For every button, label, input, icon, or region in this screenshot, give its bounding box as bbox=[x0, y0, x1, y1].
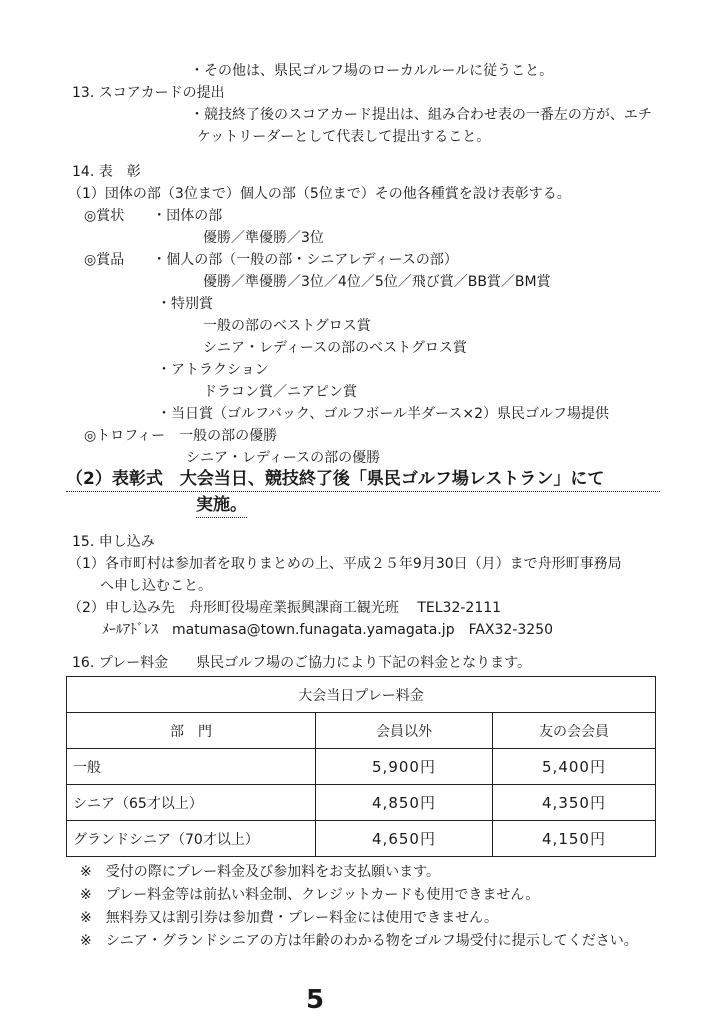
award-overview: （1）団体の部（3位まで）個人の部（5位まで）その他各種賞を設け表彰する。 bbox=[68, 186, 571, 202]
day-prize: ・当日賞（ゴルフバック、ゴルフボール半ダース×2）県民ゴルフ場提供 bbox=[157, 406, 609, 422]
header-non-member: 会員以外 bbox=[316, 713, 493, 749]
row-non-member-fee: 5,900円 bbox=[316, 749, 493, 785]
table-row bbox=[67, 749, 656, 785]
application-text-1: （1）各市町村は参加者を取りまとめの上、平成２５年9月30日（月）まで舟形町事務局 bbox=[68, 556, 622, 572]
special-prize-general: 一般の部のベストグロス賞 bbox=[203, 318, 371, 334]
table-header-row bbox=[67, 713, 656, 749]
note-senior-id: ※ シニア・グランドシニアの方は年齢のわかる物をゴルフ場受付に提示してください。 bbox=[80, 933, 638, 949]
application-contact: （2）申し込み先 舟形町役場産業振興課商工観光班 TEL32-2111 bbox=[68, 600, 502, 616]
section-13-heading: 13. スコアカードの提出 bbox=[72, 85, 225, 101]
trophy-general: ◎トロフィー 一般の部の優勝 bbox=[84, 428, 278, 444]
prize-item: ◎賞品 ・個人の部（一般の部・シニアレディースの部） bbox=[84, 252, 458, 268]
team-awards: 優勝／準優勝／3位 bbox=[203, 230, 324, 246]
special-prize-senior: シニア・レディースの部のベストグロス賞 bbox=[203, 340, 467, 356]
page-number: 5 bbox=[306, 985, 325, 1015]
ceremony-line-1: （2）表彰式 大会当日、競技終了後「県民ゴルフ場レストラン」にて bbox=[66, 470, 660, 492]
fee-table bbox=[66, 676, 656, 857]
rule-note: ・その他は、県民ゴルフ場のローカルルールに従うこと。 bbox=[190, 63, 554, 79]
application-text-2: へ申し込むこと。 bbox=[100, 578, 212, 594]
table-row bbox=[67, 821, 656, 857]
attraction-awards: ドラコン賞／ニアピン賞 bbox=[203, 384, 357, 400]
row-category: グランドシニア（70才以上） bbox=[67, 821, 316, 857]
table-title-row bbox=[67, 677, 656, 713]
note-payment: ※ 受付の際にプレー料金及び参加料をお支払願います。 bbox=[80, 864, 441, 880]
section-14-heading: 14. 表 彰 bbox=[72, 164, 141, 180]
row-member-fee: 4,150円 bbox=[493, 821, 656, 857]
individual-awards: 優勝／準優勝／3位／4位／5位／飛び賞／BB賞／BM賞 bbox=[203, 274, 551, 290]
row-member-fee: 5,400円 bbox=[493, 749, 656, 785]
note-coupons: ※ 無料券又は割引券は参加費・プレー料金には使用できません。 bbox=[80, 910, 499, 926]
attraction-item: ・アトラクション bbox=[157, 362, 269, 378]
trophy-senior: シニア・レディースの部の優勝 bbox=[186, 450, 381, 466]
header-category: 部 門 bbox=[67, 713, 316, 749]
special-prize: ・特別賞 bbox=[157, 296, 213, 312]
scorecard-text-2: ケットリーダーとして代表して提出すること。 bbox=[197, 129, 491, 145]
scorecard-text-1: ・競技終了後のスコアカード提出は、組み合わせ表の一番左の方が、エチ bbox=[190, 107, 652, 123]
row-category: シニア（65才以上） bbox=[67, 785, 316, 821]
row-non-member-fee: 4,850円 bbox=[316, 785, 493, 821]
certificate-item: ◎賞状 ・団体の部 bbox=[84, 208, 223, 224]
header-member: 友の会会員 bbox=[493, 713, 656, 749]
table-title: 大会当日プレー料金 bbox=[67, 677, 656, 713]
application-email: ﾒｰﾙｱﾄﾞﾚｽ matumasa@town.funagata.yamagata.jp FAX32-3250 bbox=[102, 622, 554, 638]
ceremony-line-2: 実施。 bbox=[196, 496, 247, 518]
section-15-heading: 15. 申し込み bbox=[72, 534, 155, 550]
row-non-member-fee: 4,650円 bbox=[316, 821, 493, 857]
note-prepaid: ※ プレー料金等は前払い料金制、クレジットカードも使用できません。 bbox=[80, 887, 540, 903]
row-member-fee: 4,350円 bbox=[493, 785, 656, 821]
row-category: 一般 bbox=[67, 749, 316, 785]
section-16-heading: 16. プレー料金 県民ゴルフ場のご協力により下記の料金となります。 bbox=[72, 655, 532, 671]
table-row bbox=[67, 785, 656, 821]
